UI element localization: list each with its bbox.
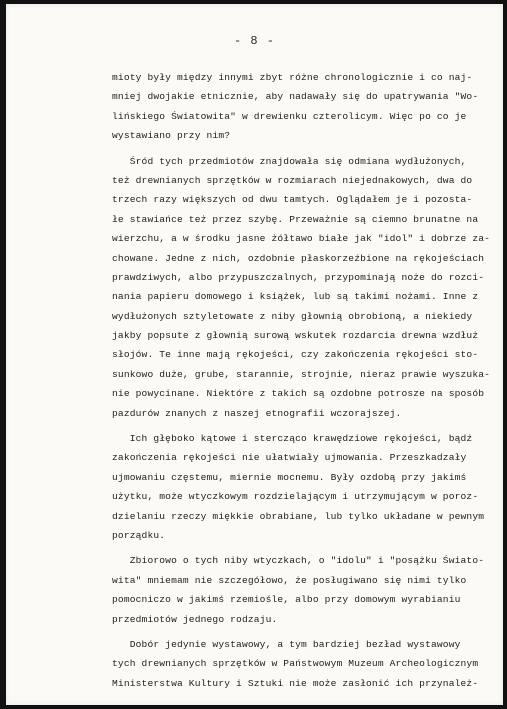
text-line: jakby popsute z głownią surową wskutek rozdarcia drewna wzdłuż <box>112 330 479 342</box>
text-line: chowane. Jedne z nich, ozdobnie płaskorzeźbione na rękojeściach <box>112 252 485 264</box>
typewritten-page <box>6 4 503 705</box>
text-line: pomocniczo w jakimś rzemiośle, albo przy domowym wyrabianiu <box>112 594 461 606</box>
text-line: wydłużonych sztyletowate z niby głownią obrobioną, a niekiedy <box>112 310 473 322</box>
page-number: - 8 - <box>233 34 275 48</box>
text-line: Ministerstwa Kultury i Sztuki nie może zasłonić ich przynależ- <box>112 677 479 689</box>
text-line: trzech razy większych od dwu tamtych. Oglądałem je i pozosta- <box>112 194 473 206</box>
text-line: słojów. Te inne mają rękojeści, czy zakończenia rękojeści sto- <box>112 349 479 361</box>
text-line: tych drewnianych sprzętków w Państwowym Muzeum Archeologicznym <box>112 658 479 670</box>
text-line: Śród tych przedmiotów znajdowała się odmiana wydłużonych, <box>112 155 467 167</box>
text-line: przedmiotów jednego rodzaju. <box>112 613 278 625</box>
text-line: mniej dwojakie etnicznie, aby nadawały się do upatrywania "Wo- <box>112 91 479 103</box>
text-line: sunkowo duże, grube, starannie, strojnie, nieraz prawie wyszuka- <box>112 368 491 380</box>
text-line: porządku. <box>112 529 166 541</box>
text-line: Zbiorowo o tych niby wtyczkach, o "idolu" i "posążku Świato- <box>112 555 485 567</box>
text-line: mioty były między innymi zbyt różne chronologicznie i co naj- <box>112 72 473 83</box>
text-line: pazdurów znanych z naszej etnografii wczorajszej. <box>112 407 402 419</box>
text-line: Dobór jedynie wystawowy, a tym bardziej bezład wystawowy <box>112 638 461 650</box>
text-line: dzielaniu rzeczy miękkie obrabiane, lub tylko układane w pewnym <box>112 510 485 522</box>
text-line: nania papieru domowego i książek, lub są takimi nożami. Inne z <box>112 291 479 303</box>
text-line: też drewnianych sprzętków w rozmiarach niejednakowych, dwa do <box>112 174 473 186</box>
text-line: wita" mniemam nie szczegółowo, że posługiwano się nimi tylko <box>112 574 467 586</box>
text-line: wystawiano przy nim? <box>112 130 231 142</box>
text-line: Ich głęboko kątowe i stercząco krawędziowe rękojeści, bądź <box>112 433 473 445</box>
text-line: wierzchu, a w środku jasne żółtawo białe jak "idol" i dobrze za- <box>112 233 491 245</box>
text-line: prawdziwych, albo przypuszczalnych, przypominają noże do rozci- <box>112 271 485 283</box>
text-line: lińskiego Światowita" w drewienku czterolicym. Więc po co je <box>112 110 467 122</box>
text-line: zakończenia rękojeści nie ułatwiały ujmowania. Przeszkadzały <box>112 452 467 464</box>
text-line: ujmowaniu częstemu, miernie mocnemu. Były ozdobą przy jakimś <box>112 471 467 483</box>
text-line: łe stawiańce też przez szybę. Przeważnie są ciemno brunatne na <box>112 213 479 225</box>
text-line: użytku, może wtyczkowym rozdzielającym i utrzymującym w poroz- <box>112 491 479 503</box>
text-line: nie powycinane. Niektóre z takich są ozdobne potrosze na sposób <box>112 388 485 400</box>
body-text <box>112 68 492 693</box>
